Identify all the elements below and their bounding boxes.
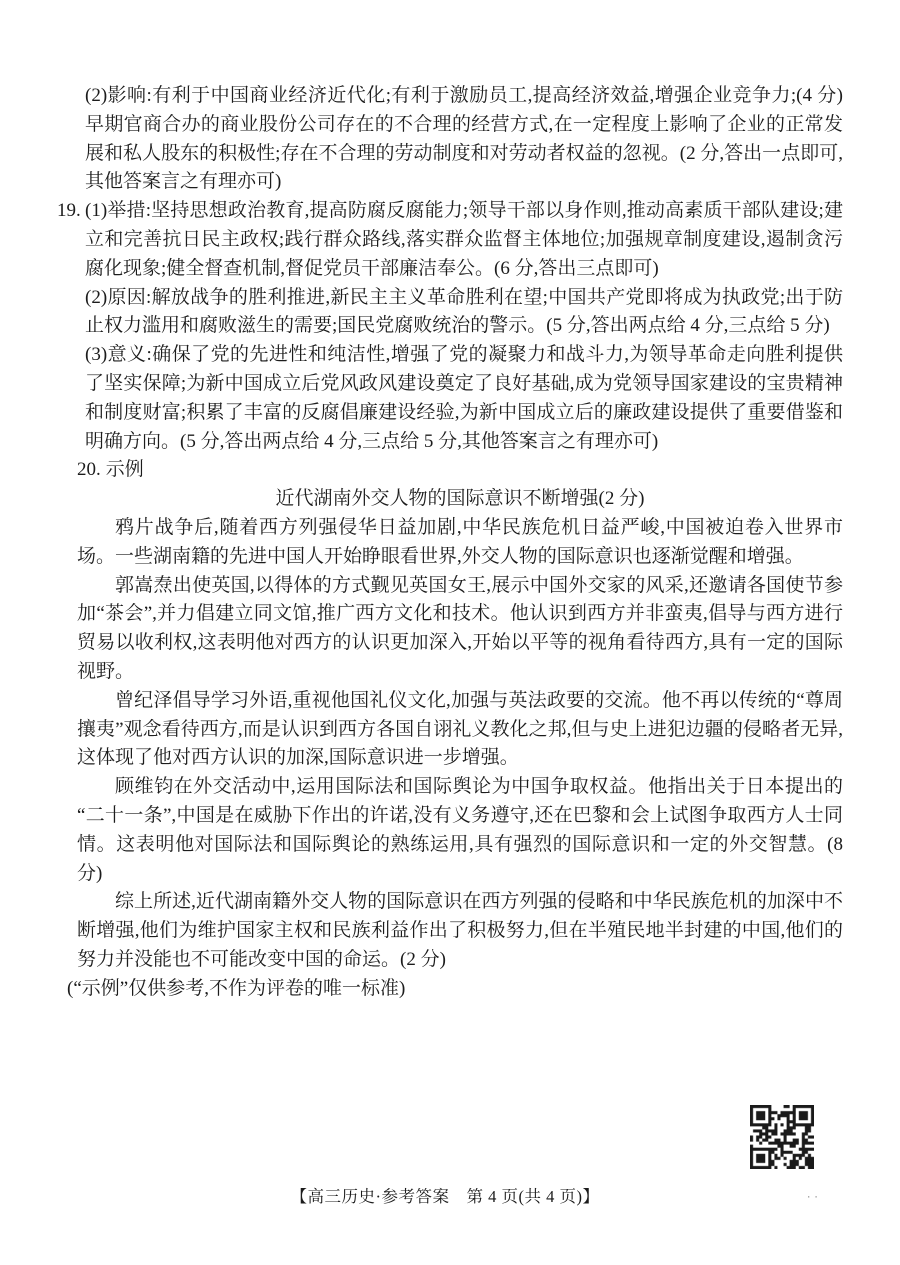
- answer-19-part1: [57, 197, 843, 283]
- answer-20-label: 示例: [105, 459, 144, 481]
- question-20-number: 20.: [77, 459, 101, 481]
- essay-paragraph: 郭嵩焘出使英国,以得体的方式觐见英国女王,展示中国外交家的风采,还邀请各国使节参加“茶会”,并力倡建立同文馆,推广西方文化和技术。他认识到西方并非蛮夷,倡导与西方进行贸易以收利权,这表明他对西方的认识更加深入,开始以平等的视角看待西方,具有一定的国际视野。: [77, 574, 843, 682]
- qr-code-icon: [750, 1105, 814, 1169]
- answer-19-part3: (3)意义:确保了党的先进性和纯洁性,增强了党的凝聚力和战斗力,为领导革命走向胜利提供了坚实保障;为新中国成立后党风政风建设奠定了良好基础,成为党领导国家建设的宝贵精神和制度财富;积累了丰富的反腐倡廉建设经验,为新中国成立后的廉政建设提供了重要借鉴和明确方向。(5 分,答出两点给 4 分,三点给 5 分,其他答案言之有理亦可): [85, 344, 843, 452]
- question-19-number: 19.: [57, 200, 81, 222]
- answer-18-part2: (2)影响:有利于中国商业经济近代化;有利于激励员工,提高经济效益,增强企业竞争力;(4 分)早期官商合办的商业股份公司存在的不合理的经营方式,在一定程度上影响了企业的正常发展和私人股东的积极性;存在不合理的劳动制度和对劳动者权益的忽视。(2 分,答出一点即可,其他答案言之有理亦可): [85, 85, 843, 193]
- essay-paragraph: 综上所述,近代湖南籍外交人物的国际意识在西方列强的侵略和中华民族危机的加深中不断增强,他们为维护国家主权和民族利益作出了积极努力,但在半殖民地半封建的中国,他们的努力并没能也不可能改变中国的命运。(2 分): [77, 891, 843, 970]
- scan-artifact: ··: [806, 1193, 821, 1203]
- essay-title: 近代湖南外交人物的国际意识不断增强(2 分): [275, 488, 645, 510]
- answer-19: [57, 197, 843, 456]
- answer-20: [67, 456, 843, 1003]
- answer-19-part2: (2)原因:解放战争的胜利推进,新民主主义革命胜利在望;中国共产党即将成为执政党;出于防止权力滥用和腐败滋生的需要;国民党腐败统治的警示。(5 分,答出两点给 4 分,三点给 5 分): [85, 286, 843, 337]
- grading-note: (“示例”仅供参考,不作为评卷的唯一标准): [67, 977, 406, 999]
- essay-paragraph: 鸦片战争后,随着西方列强侵华日益加剧,中华民族危机日益严峻,中国被迫卷入世界市场。一些湖南籍的先进中国人开始睁眼看世界,外交人物的国际意识也逐渐觉醒和增强。: [77, 516, 843, 567]
- answer-content: [57, 82, 843, 1004]
- essay-paragraph: 顾维钧在外交活动中,运用国际法和国际舆论为中国争取权益。他指出关于日本提出的“二十一条”,中国是在威胁下作出的许诺,没有义务遵守,还在巴黎和会上试图争取西方人士同情。这表明他对国际法和国际舆论的熟练运用,具有强烈的国际意识和一定的外交智慧。(8 分): [77, 776, 843, 884]
- answer-19-part1-text: (1)举措:坚持思想政治教育,提高防腐反腐能力;领导干部以身作则,推动高素质干部队建设;建立和完善抗日民主政权;践行群众路线,落实群众监督主体地位;加强规章制度建设,遏制贪污腐化现象;健全督查机制,督促党员干部廉洁奉公。(6 分,答出三点即可): [85, 200, 843, 279]
- answer-20-header: [77, 456, 843, 485]
- essay-paragraph: 曾纪泽倡导学习外语,重视他国礼仪文化,加强与英法政要的交流。他不再以传统的“尊周攘夷”观念看待西方,而是认识到西方各国自诩礼义教化之邦,但与史上进犯边疆的侵略者无异,这体现了他对西方认识的加深,国际意识进一步增强。: [77, 689, 843, 769]
- page-footer: 【高三历史·参考答案 第 4 页(共 4 页)】: [290, 1187, 600, 1206]
